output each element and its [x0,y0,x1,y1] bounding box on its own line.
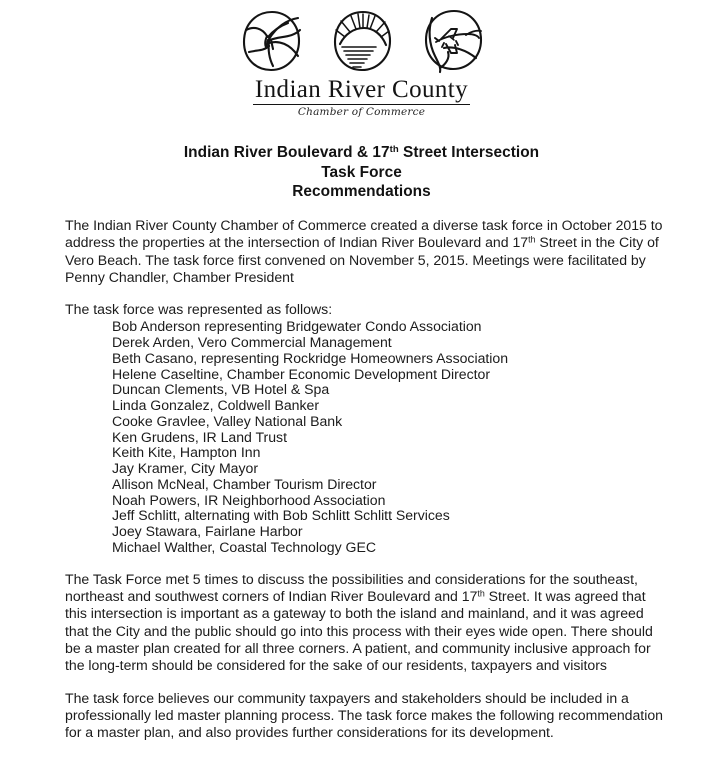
title-line-1-after: Street Intersection [398,144,540,161]
paragraph-meetings [65,571,667,675]
task-force-member-list [65,319,667,555]
paragraph-background-part-1: The Indian River County Chamber of Commerce created a diverse task force in October 2015 to address the properties at the intersection of Indian River Boulevard and 17 [65,217,663,251]
logo-subwordmark: Chamber of Commerce [297,106,426,119]
chamber-logo [0,6,723,118]
list-item: Beth Casano, representing Rockridge Homeowners Association [112,349,509,366]
ordinal-suffix: th [528,234,536,245]
logo-wordmark: Indian River County [253,77,470,105]
list-item: Jeff Schlitt, alternating with Bob Schlitt Schlitt Services [112,507,450,524]
title-line-1 [0,143,723,163]
paragraph-background [65,217,667,286]
list-item: Joey Stawara, Fairlane Harbor [112,523,303,540]
list-item: Duncan Clements, VB Hotel & Spa [112,381,330,398]
paragraph-background-part-2: Street in the City of Vero Beach. The task force first convened on November 5, 2015. Meetings were facilitated by Penny Chandler, Chamber President [65,234,659,285]
list-item: Ken Grudens, IR Land Trust [112,428,287,445]
list-item: Michael Walther, Coastal Technology GEC [112,538,376,555]
list-item: Jay Kramer, City Mayor [112,460,259,477]
list-item: Helene Caseltine, Chamber Economic Development Director [112,365,491,382]
logo-icon-row [0,6,723,78]
paragraph-meetings-part-1: The Task Force met 5 times to discuss the possibilities and considerations for the southeast, northeast and southwest corners of Indian River Boulevard and 17 [65,570,638,605]
list-item: Allison McNeal, Chamber Tourism Director [112,475,377,492]
document-body [65,217,667,741]
airplane-over-river-icon [408,6,500,78]
paragraph-recommendation: The task force believes our community taxpayers and stakeholders should be included in a professionally led master planning process. The task force makes the following recommendation for a master plan, and also provides further considerations for its development. [65,689,663,741]
title-line-3: Recommendations [292,183,431,200]
title-line-1-before: Indian River Boulevard & 17 [183,144,390,161]
member-list-intro: The task force was represented as follows: [65,301,333,318]
ordinal-suffix: th [477,588,485,599]
list-item: Cooke Gravlee, Valley National Bank [112,412,343,429]
list-item: Linda Gonzalez, Coldwell Banker [112,397,319,414]
paragraph-meetings-part-2: Street. It was agreed that this intersection is important as a gateway to both the island and mainland, and it was agreed that the City and the public should go into this process with their eyes wide open. There should be a master plan created for all three corners. A patient, and community inclusive approach for the long-term should be considered for the sake of our residents, taxpayers and visitors [65,588,653,674]
title-ordinal-suffix: th [389,144,399,156]
title-line-2: Task Force [321,163,402,181]
list-item: Noah Powers, IR Neighborhood Association [112,491,386,508]
sunrise-over-water-icon [316,6,408,78]
citrus-fruit-icon [224,6,316,78]
list-item: Keith Kite, Hampton Inn [112,444,261,461]
list-item: Bob Anderson representing Bridgewater Condo Association [112,318,482,335]
list-item: Derek Arden, Vero Commercial Management [112,334,392,351]
page-title [0,143,723,202]
